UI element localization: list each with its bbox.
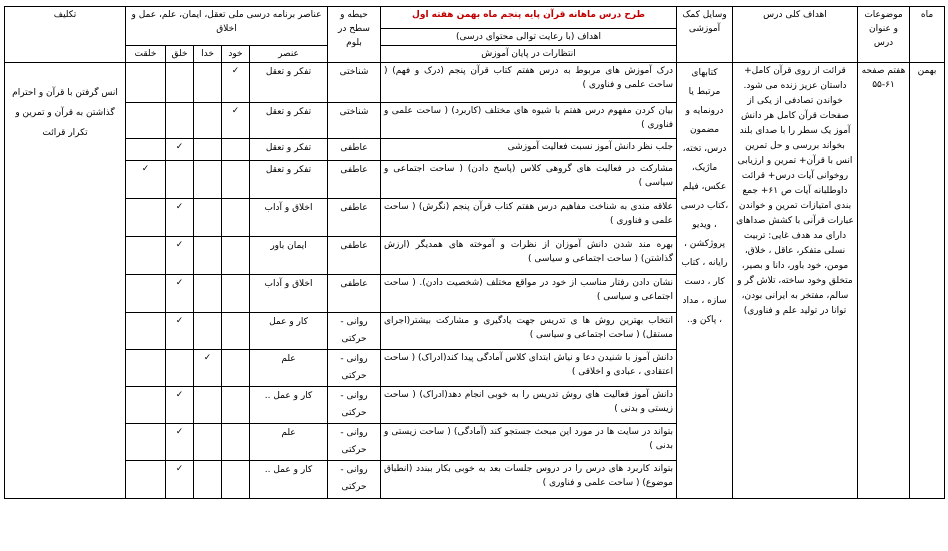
relation-god-cell xyxy=(194,63,222,103)
relation-creation-cell xyxy=(166,139,194,161)
domain-cell: شناختی xyxy=(328,63,381,103)
relation-creation-cell xyxy=(166,424,194,461)
header-tools: وسایل کمک آموزشی xyxy=(677,7,733,63)
header-month: ماه xyxy=(910,7,945,63)
relation-god-cell xyxy=(194,387,222,424)
element-cell: علم xyxy=(250,424,328,461)
lesson-plan-table xyxy=(4,6,945,499)
domain-cell: عاطفی xyxy=(328,161,381,199)
relation-creation-cell xyxy=(166,387,194,424)
relation-god-cell xyxy=(194,161,222,199)
relation-god-cell xyxy=(194,199,222,237)
objective-cell: دانش آموز با شنیدن دعا و نیاش ابتدای کلاس آمادگی پیدا کند(ادراک) ( ساحت اعتقادی ، عبادی و اخلاقی ) xyxy=(381,350,677,387)
relation-nature-cell xyxy=(126,139,166,161)
relation-god-cell xyxy=(194,313,222,350)
check-mark-icon: ✓ xyxy=(175,240,184,250)
relation-self-cell xyxy=(222,199,250,237)
objective-cell: درک آموزش های مربوط به درس هفتم کتاب قرآن پنجم (درک و فهم) ( ساحت علمی و فناوری ) xyxy=(381,63,677,103)
element-cell: کار و عمل .. xyxy=(250,461,328,499)
domain-cell: شناختی xyxy=(328,103,381,139)
element-cell: علم xyxy=(250,350,328,387)
relation-creation-cell xyxy=(166,237,194,275)
check-mark-icon: ✓ xyxy=(175,427,184,437)
check-mark-icon: ✓ xyxy=(175,390,184,400)
check-mark-icon: ✓ xyxy=(175,202,184,212)
relation-nature-cell xyxy=(126,161,166,199)
relation-self-cell xyxy=(222,461,250,499)
objective-cell: انتخاب بهترین روش ها ی تدریس جهت یادگیری و مشارکت بیشتر(اجرای مستقل) ( ساحت اجتماعی و سیاسی ) xyxy=(381,313,677,350)
objective-cell: بتواند کاربرد های درس را در دروس جلسات بعد به خوبی بکار ببندد (انطباق موضوع) ( ساحت علمی و فناوری ) xyxy=(381,461,677,499)
element-cell: کار و عمل xyxy=(250,313,328,350)
objective-cell: بیان کردن مفهوم درس هفتم با شیوه های مختلف (کاربرد) ( ساحت علمی و فناوری ) xyxy=(381,103,677,139)
element-cell: تفکر و تعقل xyxy=(250,139,328,161)
check-mark-icon: ✓ xyxy=(231,106,240,116)
relation-self-cell xyxy=(222,424,250,461)
element-cell: کار و عمل .. xyxy=(250,387,328,424)
domain-cell: روانی - حرکتی xyxy=(328,387,381,424)
relation-nature-cell xyxy=(126,237,166,275)
check-mark-icon: ✓ xyxy=(203,353,212,363)
relation-god-cell xyxy=(194,350,222,387)
header-elements: عناصر برنامه درسی ملی تعقل، ایمان، علم، عمل و اخلاق xyxy=(126,7,328,46)
header-general-goals: اهداف کلی درس xyxy=(733,7,858,63)
month-value: بهمن xyxy=(910,63,945,499)
lesson-plan-document xyxy=(4,6,944,499)
table-row xyxy=(5,63,945,103)
relation-nature-cell xyxy=(126,350,166,387)
tools-text: کتابهای مرتبط یا درونمایه و مضمون درس، تخته، ماژیک، عکس، فیلم ،کتاب درسی ، ویدیو پروژکشن ، رایانه ، کتاب کار ، دست سازه ، مداد ، پاکن و.. xyxy=(677,63,733,499)
check-mark-icon: ✓ xyxy=(175,464,184,474)
relation-creation-cell xyxy=(166,161,194,199)
plan-title: طرح درس ماهانه قرآن پایه پنجم ماه بهمن هفته اول xyxy=(381,7,677,29)
header-topic: موضوعات و عنوان درس xyxy=(858,7,910,63)
check-mark-icon: ✓ xyxy=(175,278,184,288)
objective-cell: جلب نظر دانش آموز نسبت فعالیت آموزشی xyxy=(381,139,677,161)
domain-cell: عاطفی xyxy=(328,199,381,237)
domain-cell: روانی - حرکتی xyxy=(328,424,381,461)
relation-self-cell xyxy=(222,63,250,103)
check-mark-icon: ✓ xyxy=(175,142,184,152)
relation-nature-cell xyxy=(126,103,166,139)
relation-self-cell xyxy=(222,139,250,161)
objective-cell: مشارکت در فعالیت های گروهی کلاس (پاسخ دادن) ( ساحت اجتماعی و سیاسی ) xyxy=(381,161,677,199)
domain-cell: عاطفی xyxy=(328,275,381,313)
header-domain: حیطه و سطح در بلوم xyxy=(328,7,381,63)
element-cell: تفکر و تعقل xyxy=(250,103,328,139)
check-mark-icon: ✓ xyxy=(231,66,240,76)
relation-nature-cell xyxy=(126,461,166,499)
objective-cell: بهره مند شدن دانش آموزان از نظرات و آموخته های همدیگر (ارزش گذاشتن) ( ساحت اجتماعی و سیاسی ) xyxy=(381,237,677,275)
relation-nature-cell xyxy=(126,275,166,313)
domain-cell: روانی - حرکتی xyxy=(328,461,381,499)
header-homework: تکلیف xyxy=(5,7,126,63)
domain-cell: عاطفی xyxy=(328,139,381,161)
domain-cell: روانی - حرکتی xyxy=(328,350,381,387)
domain-cell: عاطفی xyxy=(328,237,381,275)
relation-creation-cell xyxy=(166,103,194,139)
relation-nature-cell xyxy=(126,387,166,424)
relation-creation-cell xyxy=(166,313,194,350)
element-cell: اخلاق و آداب xyxy=(250,275,328,313)
homework-text: انس گرفتن با قرآن و احترام گذاشتن به قرآن و تمرین و تکرار قرائت xyxy=(5,63,126,499)
relation-nature-cell xyxy=(126,199,166,237)
relation-god-cell xyxy=(194,424,222,461)
relation-creation-cell xyxy=(166,275,194,313)
objective-cell: نشان دادن رفتار مناسب از خود در مواقع مختلف (شخصیت دادن). ( ساحت اجتماعی و سیاسی ) xyxy=(381,275,677,313)
relation-self-cell xyxy=(222,103,250,139)
element-cell: ایمان باور xyxy=(250,237,328,275)
relation-self-cell xyxy=(222,237,250,275)
relation-nature-cell xyxy=(126,313,166,350)
topic-value: هفتم صفحه ۶۱-۵۵ xyxy=(858,63,910,499)
relation-creation-cell xyxy=(166,350,194,387)
relation-nature-cell xyxy=(126,424,166,461)
check-mark-icon: ✓ xyxy=(141,164,150,174)
relation-creation-cell xyxy=(166,461,194,499)
relation-creation-cell xyxy=(166,199,194,237)
relation-self-cell xyxy=(222,350,250,387)
element-cell: تفکر و تعقل xyxy=(250,161,328,199)
relation-self-cell xyxy=(222,313,250,350)
header-rel-god: خدا xyxy=(194,46,222,63)
general-goals-text: قرائت از روی قرآن کامل+ داستان عزیز زنده می شود. خواندن تصادفی از یکی از صفحات قرآن کامل هر دانش آموز یک سطر را با صدای بلند بخواند بررسی و حل تمرین انس با قرآن+ تمرین و ارزیابی روخوانی آیات درس+ قرائت داوطلبانه آیات ص ۶۱+ جمع بندی امتیازات تمرین و خواندن عبارات قرآنی با کشش صداهای دارای مد هدف غایی: تربیت نسلی متفکر، عاقل ، خلاق، مومن، خود باور، دانا و بصیر، متخلق وخود ساخته، تلاش گر و سالم، مفتخر به ایرانی بودن، توانا در تولید علم و فناوری) xyxy=(733,63,858,499)
relation-self-cell xyxy=(222,275,250,313)
relation-creation-cell xyxy=(166,63,194,103)
relation-god-cell xyxy=(194,237,222,275)
header-rel-nature: خلقت xyxy=(126,46,166,63)
relation-god-cell xyxy=(194,103,222,139)
element-cell: تفکر و تعقل xyxy=(250,63,328,103)
relation-god-cell xyxy=(194,139,222,161)
objective-cell: علاقه مندی به شناخت مفاهیم درس هفتم کتاب قرآن پنجم (نگرش) ( ساحت علمی و فناوری ) xyxy=(381,199,677,237)
relation-nature-cell xyxy=(126,63,166,103)
header-expectations: انتظارات در پایان آموزش xyxy=(381,46,677,63)
header-goals-note: اهداف (با رعایت توالی محتوای درسی) xyxy=(381,29,677,46)
check-mark-icon: ✓ xyxy=(175,316,184,326)
header-element-sub: عنصر xyxy=(250,46,328,63)
relation-self-cell xyxy=(222,387,250,424)
relation-god-cell xyxy=(194,275,222,313)
header-rel-creation: خلق xyxy=(166,46,194,63)
element-cell: اخلاق و آداب xyxy=(250,199,328,237)
domain-cell: روانی - حرکتی xyxy=(328,313,381,350)
objective-cell: بتواند در سایت ها در مورد این مبحث جستجو کند (آمادگی) ( ساحت زیستی و بدنی ) xyxy=(381,424,677,461)
relation-god-cell xyxy=(194,461,222,499)
objective-cell: دانش آموز فعالیت های روش تدریس را به خوبی انجام دهد(ادراک) ( ساحت زیستی و بدنی ) xyxy=(381,387,677,424)
relation-self-cell xyxy=(222,161,250,199)
header-rel-self: خود xyxy=(222,46,250,63)
